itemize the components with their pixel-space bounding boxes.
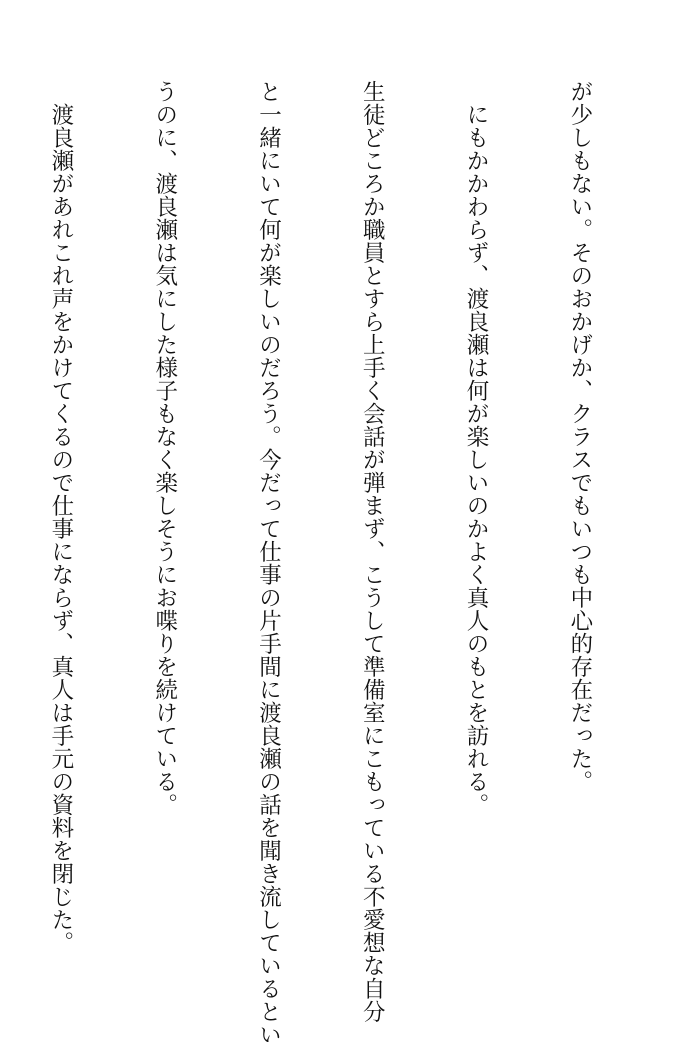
vertical-text-body — [0, 80, 666, 1046]
text-line: うのに、渡良瀬は気にした様子もなく楽しそうにお喋りを続けている。 — [151, 80, 178, 816]
text-line: にもかかわらず、渡良瀬は何が楽しいのかよく真人のもとを訪れる。 — [463, 80, 490, 816]
text-line: 生徒どころか職員とすら上手く会話が弾まず、こうして準備室にこもっている不愛想な自分 — [359, 80, 386, 1023]
text-line: と一緒にいて何が楽しいのだろう。今だって仕事の片手間に渡良瀬の話を聞き流しているとい — [255, 80, 282, 1046]
text-line: が少しもない。そのおかげか、クラスでもいつも中心的存在だった。 — [566, 80, 593, 793]
text-line: 渡良瀬があれこれ声をかけてくるので仕事にならず、真人は手元の資料を閉じた。 — [47, 80, 74, 954]
